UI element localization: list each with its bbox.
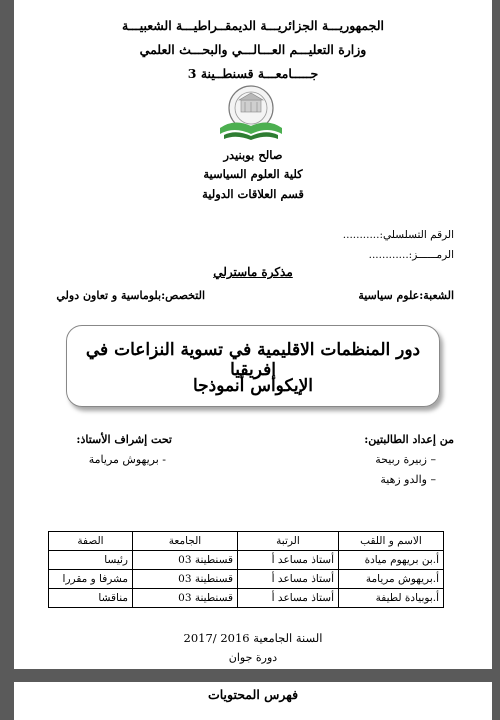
memo-type: مذكرة ماسترلي <box>213 265 293 279</box>
table-row <box>49 551 444 570</box>
thesis-title: دور المنظمات الاقليمية في تسوية النزاعات في إفريقيا <box>85 340 421 380</box>
jury-rank: أستاذ مساعد أ <box>238 570 339 589</box>
reference-code: الرمــــــز:............ <box>368 249 454 261</box>
jury-name: أ.بوبيادة لطيفة <box>339 589 444 608</box>
jury-role: مناقشا <box>49 589 133 608</box>
session: دورة جوان <box>228 651 278 664</box>
jury-name: أ.بريهوش مريامة <box>339 570 444 589</box>
table-row <box>49 570 444 589</box>
jury-role: مشرفا و مقررا <box>49 570 133 589</box>
next-page <box>14 682 492 720</box>
students-label: من إعداد الطالبتين: <box>364 433 454 446</box>
student-1: – زبيرة ربيحة <box>375 453 436 466</box>
institution-name: صالح بوبنيدر <box>223 148 283 162</box>
university-seal-icon <box>214 84 288 142</box>
jury-university: قسنطينة 03 <box>133 570 238 589</box>
jury-rank: أستاذ مساعد أ <box>238 551 339 570</box>
academic-year: السنة الجامعية 2016 /2017 <box>183 631 323 645</box>
jury-table <box>48 531 444 608</box>
supervisor-label: تحت إشراف الأستاذ: <box>76 433 172 446</box>
jury-university: قسنطينة 03 <box>133 551 238 570</box>
table-row <box>49 589 444 608</box>
col-name: الاسم و اللقب <box>339 532 444 551</box>
faculty-name: كلية العلوم السياسية <box>203 167 303 181</box>
student-2: – والدو زهية <box>380 473 436 486</box>
jury-role: رئيسا <box>49 551 133 570</box>
republic-heading: الجمهوريـــة الجزائريـــة الديمقــراطيـــة الشعبيـــة <box>122 18 384 33</box>
serial-number: الرقم التسلسلي:........... <box>342 229 454 241</box>
jury-rank: أستاذ مساعد أ <box>238 589 339 608</box>
title-page <box>14 0 492 669</box>
next-page-title: فهرس المحتويات <box>207 687 299 702</box>
supervisor-name: - بريهوش مريامة <box>88 453 166 466</box>
branch: الشعبة:علوم سياسية <box>358 289 454 302</box>
col-university: الجامعة <box>133 532 238 551</box>
university-heading: جـــــامعـــة قسنطــينة 3 <box>187 66 319 81</box>
thesis-subtitle: الإيكواس أنموذجا <box>192 376 314 396</box>
jury-name: أ.بن بريهوم ميادة <box>339 551 444 570</box>
jury-table-header <box>49 532 444 551</box>
jury-university: قسنطينة 03 <box>133 589 238 608</box>
specialty: التخصص:بلوماسية و تعاون دولي <box>56 289 205 302</box>
thesis-title-box <box>66 325 440 407</box>
col-role: الصفة <box>49 532 133 551</box>
ministry-heading: وزارة التعليـــم العـــالـــي والبحـــث العلمي <box>139 42 367 57</box>
col-rank: الرتبة <box>238 532 339 551</box>
department-name: قسم العلاقات الدولية <box>202 187 304 201</box>
